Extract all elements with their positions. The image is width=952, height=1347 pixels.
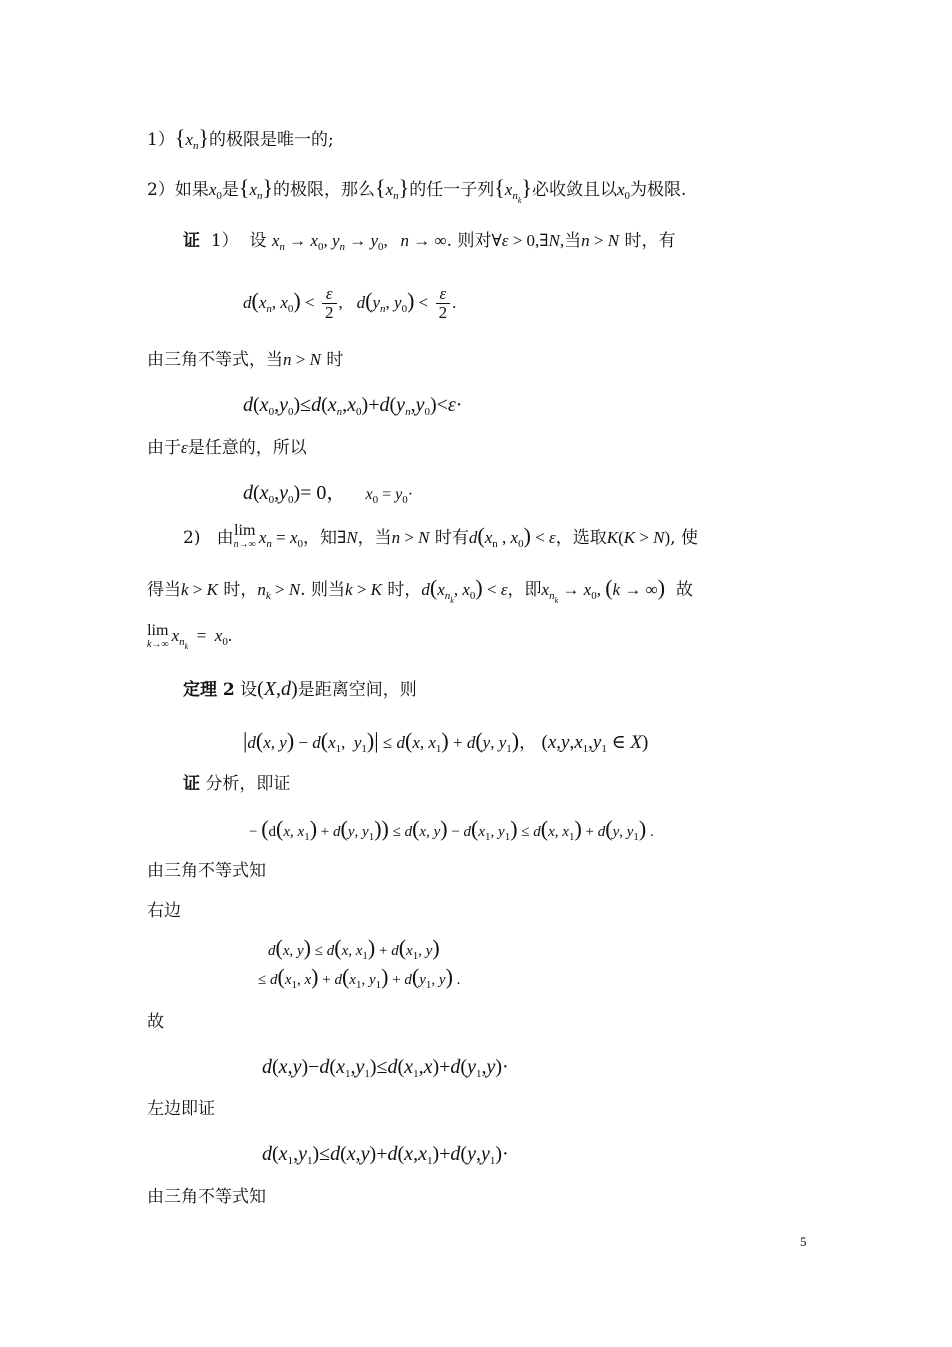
triangle-when: 由三角不等式，当n > N 时 — [147, 350, 344, 370]
triangle-know-1: 由三角不等式知 — [147, 861, 266, 881]
item-1: $1)\{x_n\}$的极限是唯一的; — [147, 125, 334, 152]
item-2: 2）如果$x_0$是$\{x_n\}$的极限，那么$\{x_n\}$的任一子列$\{x_{n_k}\}$必收敛且以$x_0$为极限. — [147, 175, 687, 205]
therefore-label: 故 — [147, 1012, 164, 1032]
eq-epsilon-half: $d(x_n$, $x_0$) < $\frac{\varepsilon}{2}$ , $d(y_n$, $y_0$) < $\frac{\varepsilon}{2}$ . — [243, 284, 457, 322]
eq-therefore: $d(x,y)-d(x_1,y_1)\le d(x_1,x)+d(y_1,y)\cdot$ — [262, 1056, 509, 1080]
theorem-2: 定理 2 设(X,d)是距离空间，则 — [183, 678, 417, 700]
eq-right-1: d(x, y) ≤ d(x, $x_1) + d(x_1$, y) — [268, 935, 440, 962]
epsilon-arbitrary: 由于ε是任意的，所以 — [147, 438, 307, 458]
eq-theorem-2: |d(x, $y) - d(x_1$, $y_1)| \le d(x$, $x_1) + d(y$, $y_1$)， ($x,y,x_1,y_1$ ∈ X) — [243, 728, 649, 755]
page-number: 5 — [800, 1234, 807, 1249]
eq-right-2: ≤ $d(x_1$, $x) + d(x_1$, $y_1) + d(y_1$, y) . — [258, 964, 461, 991]
triangle-know-2: 由三角不等式知 — [147, 1187, 266, 1207]
subsequence-limit: lim k→∞ $x_{n_k} = x_0$. — [147, 622, 233, 651]
proof-2-start: 证 分析，即证 — [183, 774, 291, 794]
part-2-start: 2) 由 lim n→∞ $x_n = x_0$，知∃N，当n > N 时有$d(x_n$ , $x_0) < \varepsilon$，选取K(K > N), 使 — [183, 522, 698, 550]
k-condition: 得当k > K 时，$n_k > N$. 则当k > K 时，$d(x_{n_k}$, $x_0) < \varepsilon$，即$x_{n_k} \to x_0$, (k → ∞) 故 — [147, 575, 693, 605]
eq-triangle: $d(x_0,y_0)\le d(x_n,x_0)+d(y_n,y_0)<\varepsilon\cdot$ — [243, 394, 463, 418]
eq-zero: $d(x_0,y_0)= 0$， $x_0 = y_0\cdot$ — [243, 482, 414, 506]
eq-to-prove: − (d(x, $x_1) + d(y$, $y_1)) \le d(x$, $y) - d(x_1$, $y_1) \le d(x$, $x_1) + d(y$, $y_1$) . — [249, 816, 654, 843]
proof-1-start: 证 1） 设 $x_n \to x_0$, $y_n \to y_0$, n → ∞. 则对∀ε > 0,∃N,当n > N 时，有 — [183, 231, 676, 253]
right-side-label: 右边 — [147, 901, 181, 921]
eq-left: $d(x_1,y_1)\le d(x,y)+d(x,x_1)+d(y,y_1)\cdot$ — [262, 1143, 509, 1167]
left-side-label: 左边即证 — [147, 1099, 215, 1119]
